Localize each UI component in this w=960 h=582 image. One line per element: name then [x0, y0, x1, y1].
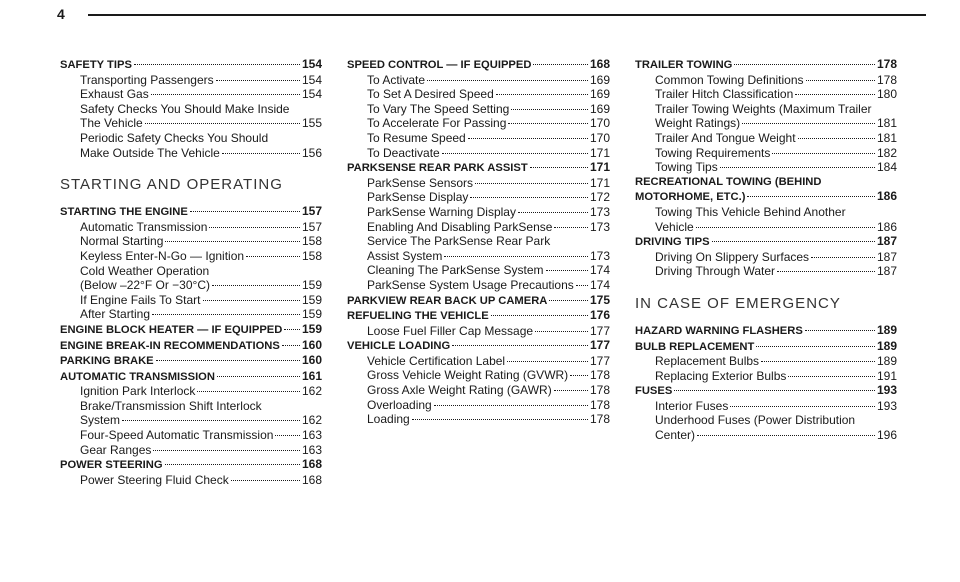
entry-title-line: Common Towing Definitions	[655, 72, 804, 87]
page-ref: 191	[876, 368, 897, 383]
dot-leader	[282, 345, 300, 346]
page-ref: 163	[301, 442, 322, 457]
dot-leader	[153, 450, 300, 451]
toc-main-entry[interactable]	[347, 160, 610, 176]
dot-leader	[496, 94, 588, 95]
dot-leader	[275, 435, 300, 436]
dot-leader	[811, 257, 875, 258]
entry-title-line: Driving On Slippery Surfaces	[655, 249, 810, 264]
section-heading: STARTING AND OPERATING	[60, 176, 283, 194]
page-ref: 187	[876, 264, 897, 279]
page-ref: 162	[301, 413, 322, 428]
toc-sub-entry[interactable]	[347, 190, 610, 205]
page-ref: 189	[876, 322, 897, 337]
dot-leader	[284, 329, 300, 330]
dot-leader	[795, 94, 875, 95]
entry-title-line: Gross Vehicle Weight Rating (GVWR)	[367, 368, 569, 383]
toc-sub-entry[interactable]	[60, 87, 322, 102]
entry-title-line: AUTOMATIC TRANSMISSION	[60, 370, 215, 383]
entry-title-line: To Vary The Speed Setting	[367, 101, 510, 116]
entry-title-line: To Accelerate For Passing	[367, 116, 507, 131]
toc-sub-entry[interactable]	[635, 399, 897, 414]
toc-main-entry[interactable]	[347, 293, 610, 309]
toc-main-entry[interactable]	[60, 369, 322, 385]
entry-title-line: PARKVIEW REAR BACK UP CAMERA	[347, 294, 548, 307]
entry-title-line: Automatic Transmission	[80, 219, 208, 234]
entry-title-line: DRIVING TIPS	[635, 236, 710, 249]
dot-leader	[756, 346, 875, 347]
entry-title-line: Exhaust Gas	[80, 87, 149, 102]
page-ref: 178	[876, 57, 897, 71]
dot-leader	[152, 314, 300, 315]
toc-sub-entry[interactable]	[347, 383, 610, 398]
page-ref: 154	[301, 72, 322, 87]
entry-title-line: Make Outside The Vehicle	[80, 145, 220, 160]
dot-leader	[730, 406, 875, 407]
page-ref: 159	[301, 292, 322, 307]
toc-sub-entry[interactable]	[347, 87, 610, 102]
entry-title-line: Underhood Fuses (Power Distribution	[655, 413, 856, 428]
toc-sub-entry[interactable]	[347, 324, 610, 339]
dot-leader	[222, 153, 300, 154]
dot-leader	[470, 197, 588, 198]
page-ref: 186	[876, 219, 897, 234]
dot-leader	[798, 138, 875, 139]
toc-sub-entry[interactable]	[347, 234, 610, 263]
page-ref: 177	[589, 353, 610, 368]
entry-title-line: Enabling And Disabling ParkSense	[367, 219, 553, 234]
dot-leader	[246, 256, 300, 257]
dot-leader	[190, 211, 300, 212]
page-ref: 178	[589, 368, 610, 383]
page-ref: 163	[301, 428, 322, 443]
toc-sub-entry[interactable]	[60, 131, 322, 160]
toc-sub-entry[interactable]	[60, 307, 322, 322]
toc-main-entry[interactable]	[60, 353, 322, 369]
toc-column-1	[60, 57, 322, 487]
entry-title-line: POWER STEERING	[60, 459, 163, 472]
page-ref: 178	[876, 72, 897, 87]
entry-title-line: After Starting	[80, 307, 151, 322]
section-heading: IN CASE OF EMERGENCY	[635, 294, 841, 312]
dot-leader	[165, 241, 300, 242]
dot-leader	[697, 435, 875, 436]
page-ref: 173	[589, 248, 610, 263]
dot-leader	[212, 285, 300, 286]
entry-title-line: Replacement Bulbs	[655, 354, 760, 369]
toc-sub-entry[interactable]	[347, 116, 610, 131]
page-ref: 189	[876, 338, 897, 353]
dot-leader	[696, 227, 875, 228]
page-ref: 159	[301, 307, 322, 322]
dot-leader	[197, 391, 300, 392]
dot-leader	[145, 123, 300, 124]
toc-main-entry[interactable]	[347, 57, 610, 73]
toc-sub-entry[interactable]	[60, 443, 322, 458]
page-ref: 172	[589, 190, 610, 205]
entry-title-line: Normal Starting	[80, 234, 164, 249]
page-ref: 181	[876, 116, 897, 131]
entry-title-line: Four-Speed Automatic Transmission	[80, 428, 274, 443]
toc-main-entry[interactable]	[60, 57, 322, 73]
page-ref: 171	[589, 145, 610, 160]
toc-sub-entry[interactable]	[635, 146, 897, 161]
dot-leader	[674, 390, 875, 391]
entry-title-line: Safety Checks You Should Make Inside	[80, 101, 290, 116]
page-ref: 155	[301, 116, 322, 131]
entry-title-line: Cold Weather Operation	[80, 263, 210, 278]
toc-sub-entry[interactable]	[60, 473, 322, 488]
entry-title-line: ENGINE BREAK-IN RECOMMENDATIONS	[60, 339, 280, 352]
toc-sub-entry[interactable]	[635, 131, 897, 146]
dot-leader	[576, 285, 588, 286]
dot-leader	[216, 80, 300, 81]
entry-title-line: ParkSense Warning Display	[367, 204, 516, 219]
toc-sub-entry[interactable]	[635, 264, 897, 279]
toc-main-entry[interactable]	[635, 57, 897, 73]
page-ref: 189	[876, 354, 897, 369]
page-ref: 193	[876, 398, 897, 413]
entry-title-line: VEHICLE LOADING	[347, 340, 451, 353]
page-ref: 160	[301, 353, 322, 368]
entry-title-line: Weight Ratings)	[655, 116, 741, 131]
page-ref: 174	[589, 263, 610, 278]
entry-title-line: (Below –22°F Or −30°C)	[80, 278, 210, 293]
page-ref: 180	[876, 87, 897, 102]
entry-title-line: Brake/Transmission Shift Interlock	[80, 398, 262, 413]
dot-leader	[806, 80, 875, 81]
entry-title-line: PARKING BRAKE	[60, 355, 154, 368]
dot-leader	[720, 167, 875, 168]
dot-leader	[507, 361, 588, 362]
dot-leader	[554, 227, 588, 228]
dot-leader	[165, 464, 300, 465]
page-ref: 156	[301, 145, 322, 160]
entry-title-line: BULB REPLACEMENT	[635, 340, 755, 353]
dot-leader	[491, 315, 588, 316]
page-ref: 196	[876, 428, 897, 443]
toc-sub-entry[interactable]	[60, 384, 322, 399]
entry-title-line: Overloading	[367, 397, 432, 412]
page-ref: 171	[589, 175, 610, 190]
page-ref: 168	[589, 57, 610, 71]
entry-title-line: SAFETY TIPS	[60, 59, 132, 71]
toc-sub-entry[interactable]	[60, 428, 322, 443]
dot-leader	[468, 138, 588, 139]
toc-main-entry[interactable]	[347, 338, 610, 354]
toc-sub-entry[interactable]	[347, 205, 610, 220]
toc-sub-entry[interactable]	[635, 369, 897, 384]
dot-leader	[518, 212, 588, 213]
dot-leader	[156, 360, 300, 361]
page-ref: 178	[589, 412, 610, 427]
dot-leader	[475, 183, 588, 184]
toc-main-entry[interactable]	[635, 234, 897, 250]
dot-leader	[452, 345, 588, 346]
page-ref: 186	[876, 189, 897, 204]
entry-title-line: Trailer And Tongue Weight	[655, 130, 796, 145]
page-ref: 181	[876, 130, 897, 145]
page-ref: 158	[301, 234, 322, 249]
page-ref: 173	[589, 219, 610, 234]
page-ref: 157	[301, 204, 322, 219]
toc-sub-entry[interactable]	[60, 73, 322, 88]
toc-sub-entry[interactable]	[60, 234, 322, 249]
page-ref: 184	[876, 160, 897, 175]
toc-sub-entry[interactable]	[635, 160, 897, 175]
entry-title-line: PARKSENSE REAR PARK ASSIST	[347, 162, 528, 175]
dot-leader	[427, 80, 588, 81]
entry-title-line: Assist System	[367, 248, 443, 263]
toc-sub-entry[interactable]	[347, 131, 610, 146]
entry-title-line: Gross Axle Weight Rating (GAWR)	[367, 383, 552, 398]
toc-sub-entry[interactable]	[635, 205, 897, 234]
page-ref: 176	[589, 308, 610, 323]
toc-main-entry[interactable]	[635, 175, 897, 205]
dot-leader	[151, 94, 300, 95]
dot-leader	[535, 331, 588, 332]
dot-leader	[511, 109, 588, 110]
dot-leader	[444, 256, 588, 257]
entry-title-line: HAZARD WARNING FLASHERS	[635, 324, 803, 337]
entry-title-line: SPEED CONTROL — IF EQUIPPED	[347, 59, 532, 71]
page-ref: 173	[589, 204, 610, 219]
entry-title-line: Loading	[367, 412, 410, 427]
entry-title-line: To Set A Desired Speed	[367, 87, 494, 102]
dot-leader	[533, 64, 588, 65]
page-ref: 154	[301, 87, 322, 102]
toc-sub-entry[interactable]	[347, 102, 610, 117]
toc-sub-entry[interactable]	[347, 368, 610, 383]
page-ref: 187	[876, 249, 897, 264]
header-rule	[88, 14, 926, 16]
dot-leader	[788, 376, 875, 377]
entry-title-line: Towing Requirements	[655, 145, 771, 160]
page-ref: 177	[589, 323, 610, 338]
page-ref: 171	[589, 160, 610, 175]
toc-main-entry[interactable]	[60, 457, 322, 473]
page-ref: 157	[301, 219, 322, 234]
toc-sub-entry[interactable]	[60, 264, 322, 293]
toc-sub-entry[interactable]	[347, 146, 610, 161]
entry-title-line: Replacing Exterior Bulbs	[655, 368, 787, 383]
toc-sub-entry[interactable]	[60, 102, 322, 131]
dot-leader	[508, 123, 588, 124]
page-ref: 159	[301, 278, 322, 293]
dot-leader	[134, 64, 300, 65]
dot-leader	[231, 480, 300, 481]
page-ref: 178	[589, 383, 610, 398]
dot-leader	[530, 167, 588, 168]
page-ref: 182	[876, 145, 897, 160]
toc-sub-entry[interactable]	[347, 263, 610, 278]
page-ref: 169	[589, 87, 610, 102]
page-ref: 170	[589, 116, 610, 131]
dot-leader	[772, 153, 875, 154]
entry-title-line: Gear Ranges	[80, 442, 152, 457]
toc-sub-entry[interactable]	[347, 278, 610, 293]
entry-title-line: Towing This Vehicle Behind Another	[655, 204, 846, 219]
page-ref: 170	[589, 130, 610, 145]
page-ref: 160	[301, 337, 322, 352]
toc-sub-entry[interactable]	[635, 73, 897, 88]
entry-title-line: Periodic Safety Checks You Should	[80, 130, 269, 145]
entry-title-line: Trailer Towing Weights (Maximum Trailer	[655, 101, 872, 116]
entry-title-line: Vehicle Certification Label	[367, 353, 506, 368]
dot-leader	[434, 405, 588, 406]
entry-title-line: Cleaning The ParkSense System	[367, 263, 544, 278]
dot-leader	[777, 271, 875, 272]
page-number: 4	[57, 6, 65, 22]
entry-title-line: REFUELING THE VEHICLE	[347, 310, 489, 323]
dot-leader	[412, 419, 588, 420]
toc-sub-entry[interactable]	[635, 250, 897, 265]
dot-leader	[747, 196, 875, 197]
entry-title-line: ParkSense Display	[367, 190, 469, 205]
page-ref: 169	[589, 101, 610, 116]
toc-sub-entry[interactable]	[347, 220, 610, 235]
toc-sub-entry[interactable]	[347, 412, 610, 427]
toc-sub-entry[interactable]	[635, 354, 897, 369]
entry-title-line: Trailer Hitch Classification	[655, 87, 794, 102]
dot-leader	[122, 420, 300, 421]
entry-title-line: Towing Tips	[655, 160, 718, 175]
toc-main-entry[interactable]	[347, 308, 610, 324]
entry-title-line: RECREATIONAL TOWING (BEHIND	[635, 175, 822, 188]
entry-title-line: Transporting Passengers	[80, 72, 214, 87]
dot-leader	[442, 153, 588, 154]
entry-title-line: To Resume Speed	[367, 130, 466, 145]
entry-title-line: To Deactivate	[367, 145, 440, 160]
dot-leader	[734, 64, 875, 65]
entry-title-line: Driving Through Water	[655, 264, 776, 279]
toc-sub-entry[interactable]	[60, 399, 322, 428]
toc-column-3	[635, 57, 897, 443]
page-ref: 154	[301, 57, 322, 71]
dot-leader	[546, 270, 588, 271]
toc-column-2	[347, 57, 610, 427]
entry-title-line: Center)	[655, 428, 696, 443]
dot-leader	[570, 375, 588, 376]
entry-title-line: The Vehicle	[80, 116, 143, 131]
dot-leader	[761, 361, 875, 362]
toc-sub-entry[interactable]	[347, 354, 610, 369]
dot-leader	[712, 241, 875, 242]
page-ref: 162	[301, 384, 322, 399]
entry-title-line: Ignition Park Interlock	[80, 384, 196, 399]
page-ref: 193	[876, 383, 897, 398]
page-ref: 168	[301, 457, 322, 472]
page-ref: 178	[589, 397, 610, 412]
toc-sub-entry[interactable]	[635, 87, 897, 102]
page-ref: 174	[589, 277, 610, 292]
entry-title-line: Loose Fuel Filler Cap Message	[367, 323, 534, 338]
dot-leader	[217, 376, 300, 377]
page-ref: 169	[589, 72, 610, 87]
entry-title-line: Vehicle	[655, 219, 694, 234]
entry-title-line: STARTING THE ENGINE	[60, 206, 188, 219]
entry-title-line: ENGINE BLOCK HEATER — IF EQUIPPED	[60, 323, 283, 336]
toc-sub-entry[interactable]	[347, 73, 610, 88]
entry-title-line: TRAILER TOWING	[635, 59, 733, 71]
toc-sub-entry[interactable]	[635, 102, 897, 131]
toc-sub-entry[interactable]	[347, 398, 610, 413]
entry-title-line: MOTORHOME, ETC.)	[635, 191, 746, 204]
dot-leader	[203, 300, 300, 301]
page-ref: 158	[301, 248, 322, 263]
toc-sub-entry[interactable]	[60, 249, 322, 264]
dot-leader	[805, 330, 875, 331]
page-ref: 159	[301, 321, 322, 336]
page-ref: 187	[876, 234, 897, 249]
dot-leader	[549, 300, 588, 301]
toc-main-entry[interactable]	[635, 339, 897, 355]
toc-main-entry[interactable]	[60, 338, 322, 354]
page-ref: 168	[301, 472, 322, 487]
toc-main-entry[interactable]	[635, 323, 897, 339]
entry-title-line: If Engine Fails To Start	[80, 292, 201, 307]
dot-leader	[742, 123, 875, 124]
page-ref: 175	[589, 292, 610, 307]
toc-main-entry[interactable]	[60, 322, 322, 338]
entry-title-line: Keyless Enter-N-Go — Ignition	[80, 248, 245, 263]
entry-title-line: System	[80, 413, 121, 428]
dot-leader	[209, 227, 300, 228]
entry-title-line: To Activate	[367, 72, 426, 87]
toc-main-entry[interactable]	[60, 204, 322, 220]
toc-sub-entry[interactable]	[60, 293, 322, 308]
entry-title-line: ParkSense Sensors	[367, 175, 474, 190]
page-ref: 161	[301, 368, 322, 383]
toc-sub-entry[interactable]	[347, 176, 610, 191]
toc-sub-entry[interactable]	[60, 220, 322, 235]
page-ref: 177	[589, 338, 610, 353]
toc-sub-entry[interactable]	[635, 413, 897, 442]
dot-leader	[554, 390, 588, 391]
toc-main-entry[interactable]	[635, 383, 897, 399]
entry-title-line: Interior Fuses	[655, 398, 729, 413]
entry-title-line: Service The ParkSense Rear Park	[367, 234, 551, 249]
entry-title-line: FUSES	[635, 385, 673, 398]
entry-title-line: ParkSense System Usage Precautions	[367, 277, 574, 292]
entry-title-line: Power Steering Fluid Check	[80, 472, 229, 487]
